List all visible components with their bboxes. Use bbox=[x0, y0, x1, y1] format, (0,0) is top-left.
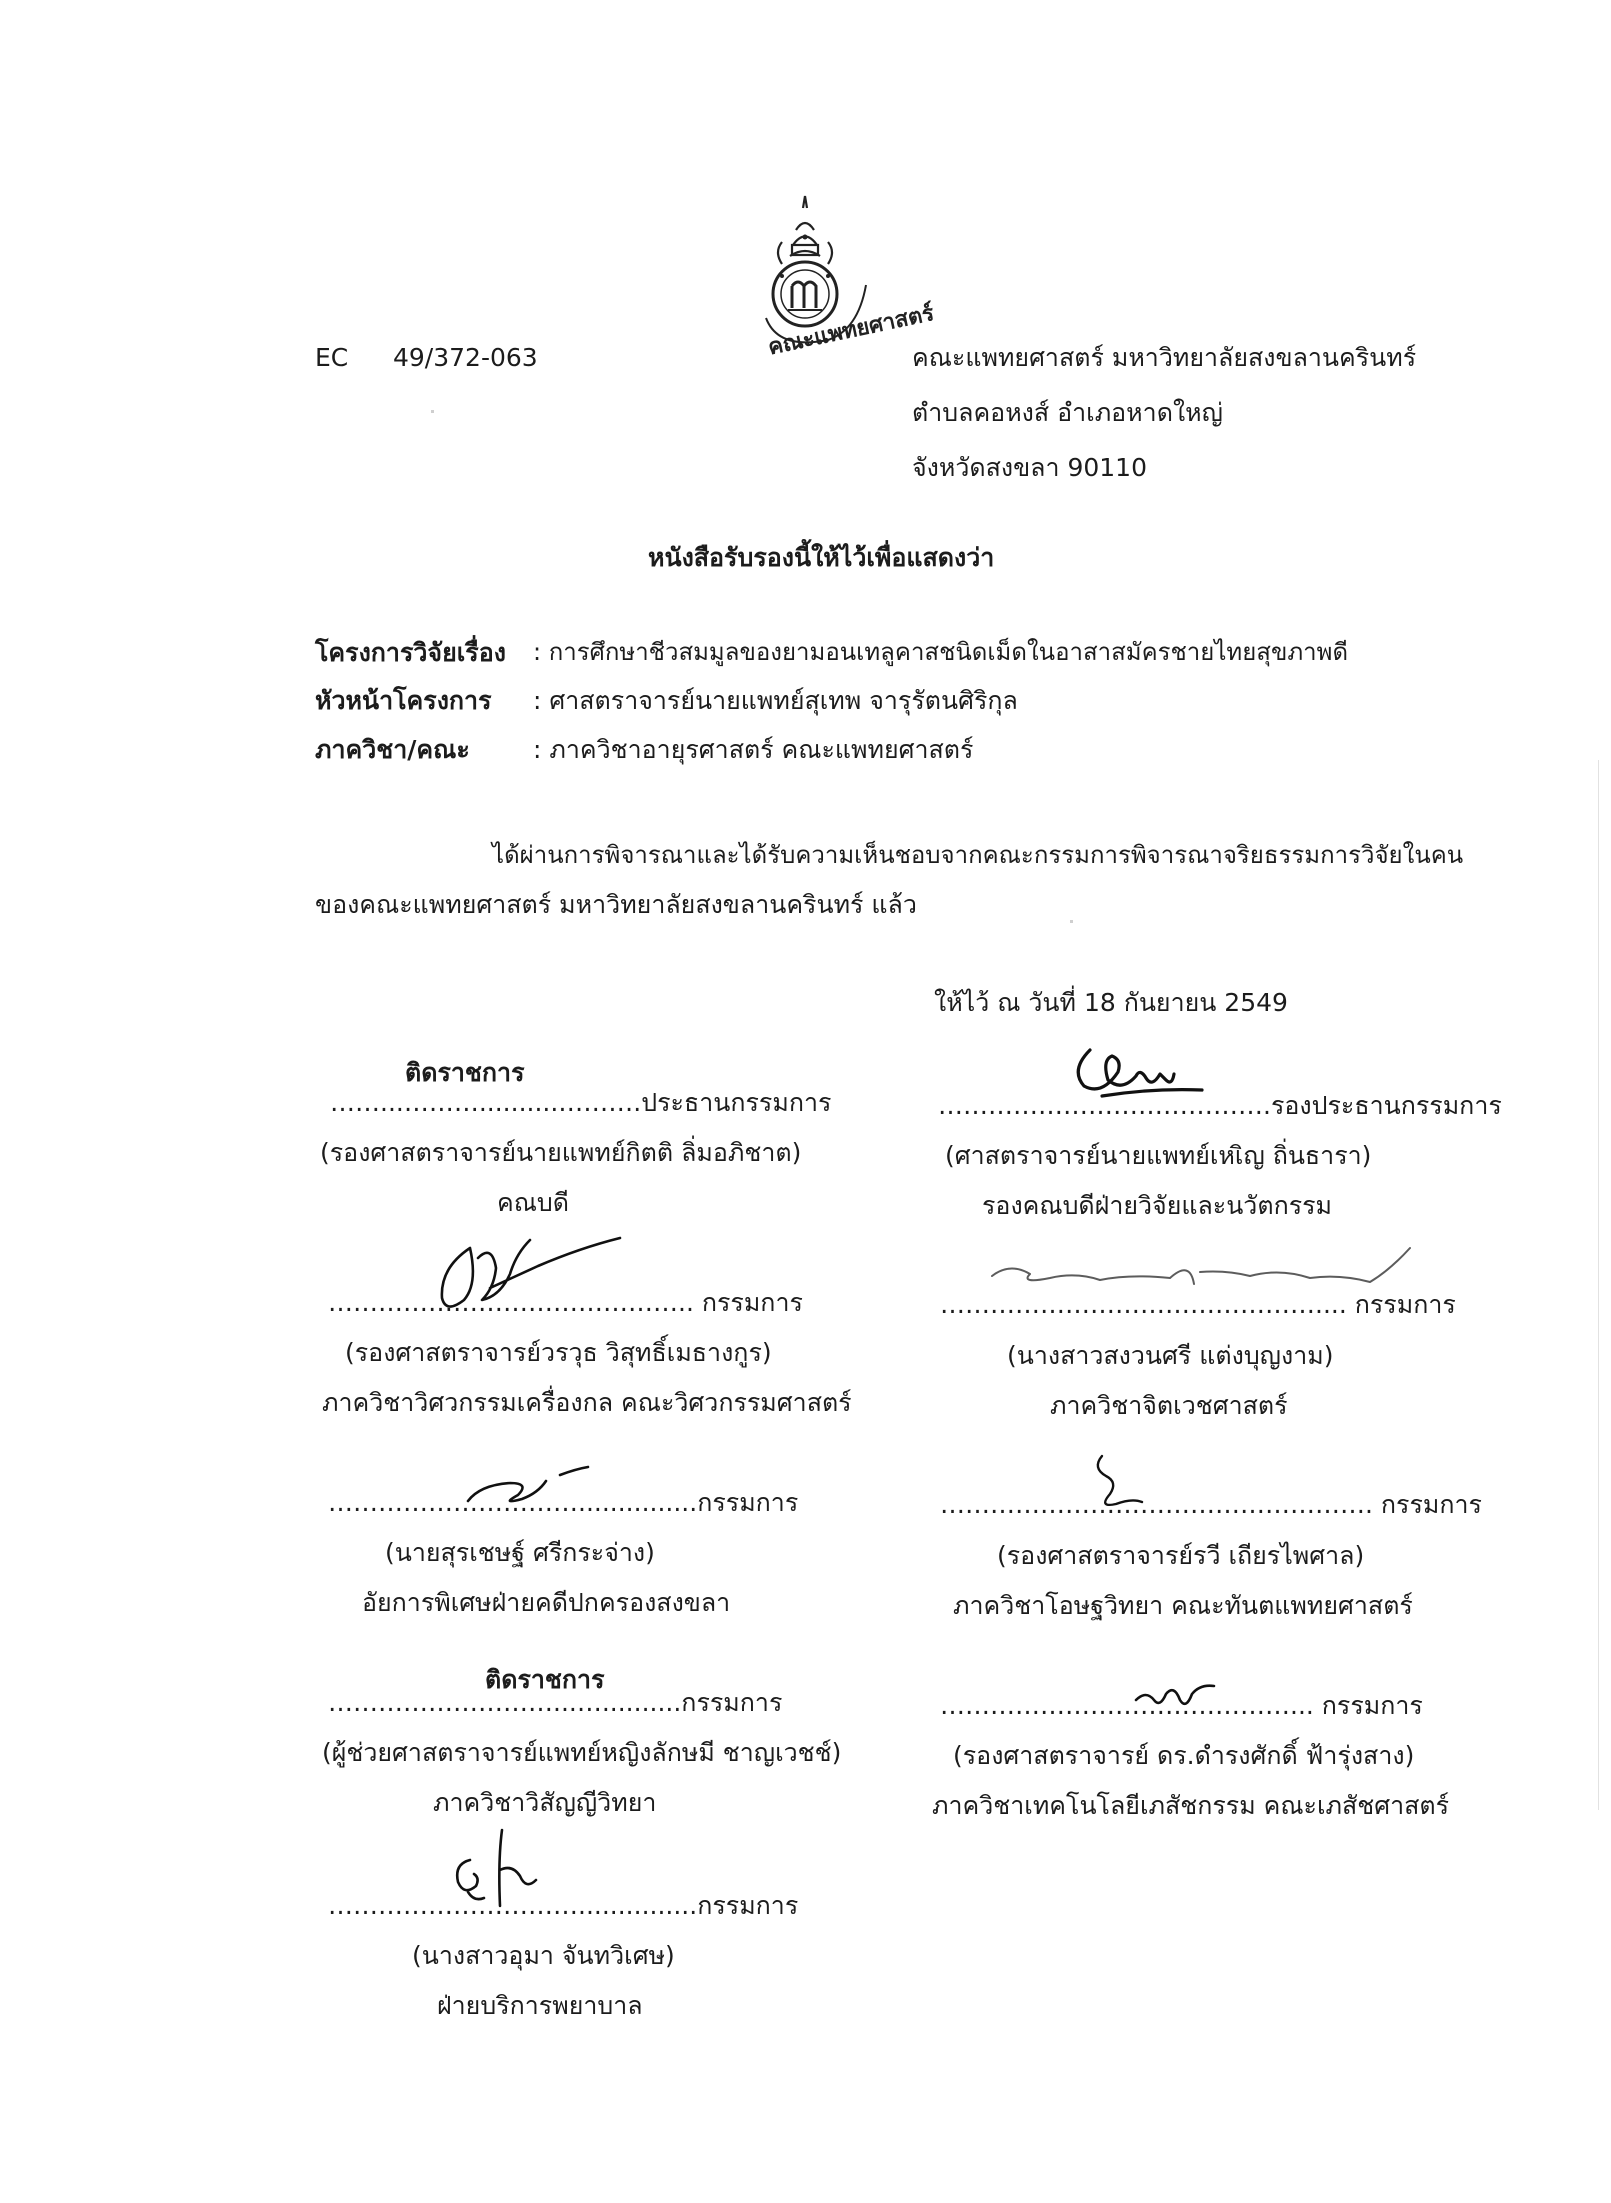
right-2-position: ภาควิชาโอษฐวิทยา คณะทันตแพทยศาสตร์ bbox=[953, 1591, 1413, 1620]
address-line-1: คณะแพทยศาสตร์ มหาวิทยาลัยสงขลานครินทร์ bbox=[912, 343, 1417, 372]
scan-speck bbox=[431, 410, 434, 413]
certificate-heading: หนังสือรับรองนี้ให้ไว้เพื่อแสดงว่า bbox=[648, 543, 995, 572]
left-3-signature-line: ………………………...…..........กรรมการ bbox=[328, 1688, 783, 1717]
left-1-signature-line: …………………………………….. กรรมการ bbox=[328, 1288, 803, 1317]
right-3-name: (รองศาสตราจารย์ ดร.ดำรงศักดิ์ ฟ้ารุ่งสาง) bbox=[953, 1741, 1415, 1770]
project-title-value: : การศึกษาชีวสมมูลของยามอนเทลูคาสชนิดเม็ดในอาสาสมัครชายไทยสุขภาพดี bbox=[533, 638, 1349, 666]
left-2-position: อัยการพิเศษฝ่ายคดีปกครองสงขลา bbox=[362, 1588, 731, 1617]
approval-statement-line-2: ของคณะแพทยศาสตร์ มหาวิทยาลัยสงขลานครินทร์ แล้ว bbox=[315, 890, 917, 919]
chair-signature-line: ……...………..........……….ประธานกรรมการ bbox=[330, 1088, 832, 1117]
vice-chair-signature-line: ………………………………….รองประธานกรรมการ bbox=[938, 1091, 1502, 1120]
right-2-signature-line: ……………………………………………. กรรมการ bbox=[940, 1490, 1482, 1519]
approval-statement-line-1: ได้ผ่านการพิจารณาและได้รับความเห็นชอบจากคณะกรรมการพิจารณาจริยธรรมการวิจัยในคน bbox=[492, 841, 1464, 869]
department-label: ภาควิชา/คณะ bbox=[315, 735, 470, 764]
department-value: : ภาควิชาอายุรศาสตร์ คณะแพทยศาสตร์ bbox=[533, 735, 974, 764]
right-1-position: ภาควิชาจิตเวชศาสตร์ bbox=[1050, 1391, 1288, 1420]
right-2-name: (รองศาสตราจารย์รวี เถียรไพศาล) bbox=[997, 1541, 1365, 1570]
left-3-annotation: ติดราชการ bbox=[485, 1665, 605, 1694]
scan-edge-line bbox=[1598, 760, 1599, 1810]
vice-chair-position: รองคณบดีฝ่ายวิจัยและนวัตกรรม bbox=[982, 1191, 1333, 1220]
left-2-signature-line: …………………………...............กรรมการ bbox=[328, 1488, 799, 1517]
left-3-name: (ผู้ช่วยศาสตราจารย์แพทย์หญิงลักษมี ชาญเวชช์) bbox=[322, 1738, 842, 1767]
issue-date: ให้ไว้ ณ วันที่ 18 กันยายน 2549 bbox=[934, 988, 1288, 1017]
reference-number: 49/372-063 bbox=[393, 343, 538, 372]
seal-caption: คณะแพทยศาสตร์ bbox=[765, 300, 937, 361]
left-4-name: (นางสาวอุมา จันทวิเศษ) bbox=[412, 1941, 675, 1970]
right-3-position: ภาควิชาเทคโนโลยีเภสัชกรรม คณะเภสัชศาสตร์ bbox=[932, 1791, 1450, 1820]
reference-prefix: EC bbox=[315, 343, 349, 372]
left-3-position: ภาควิชาวิสัญญีวิทยา bbox=[433, 1788, 657, 1817]
chair-name: (รองศาสตราจารย์นายแพทย์กิตติ ลิ่มอภิชาต) bbox=[320, 1138, 802, 1167]
university-seal bbox=[738, 190, 937, 361]
left-1-position: ภาควิชาวิศวกรรมเครื่องกล คณะวิศวกรรมศาสตร์ bbox=[322, 1388, 852, 1417]
left-2-name: (นายสุรเชษฐ์ ศรีกระจ่าง) bbox=[385, 1538, 655, 1567]
left-4-position: ฝ่ายบริการพยาบาล bbox=[437, 1991, 643, 2020]
address-line-2: ตำบลคอหงส์ อำเภอหาดใหญ่ bbox=[912, 398, 1223, 427]
project-title-label: โครงการวิจัยเรื่อง bbox=[315, 638, 506, 667]
right-1-name: (นางสาวสงวนศรี แต่งบุญงาม) bbox=[1007, 1341, 1334, 1370]
chair-annotation: ติดราชการ bbox=[405, 1058, 525, 1087]
left-1-name: (รองศาสตราจารย์วรวุธ วิสุทธิ์เมธางกูร) bbox=[345, 1338, 772, 1367]
vice-chair-name: (ศาสตราจารย์นายแพทย์เหเิญ ถิ่นธารา) bbox=[945, 1141, 1372, 1170]
right-3-signature-line: ……………………………………... กรรมการ bbox=[940, 1691, 1423, 1720]
project-lead-value: : ศาสตราจารย์นายแพทย์สุเทพ จารุรัตนศิริกุล bbox=[533, 686, 1018, 715]
scan-speck bbox=[1070, 920, 1073, 923]
project-lead-label: หัวหน้าโครงการ bbox=[315, 686, 492, 715]
chair-position: คณบดี bbox=[497, 1188, 570, 1217]
right-1-signature-line: ……………………………………….... กรรมการ bbox=[940, 1290, 1456, 1319]
address-line-3: จังหวัดสงขลา 90110 bbox=[912, 453, 1147, 482]
left-4-signature-line: …………………………...............กรรมการ bbox=[328, 1891, 799, 1920]
